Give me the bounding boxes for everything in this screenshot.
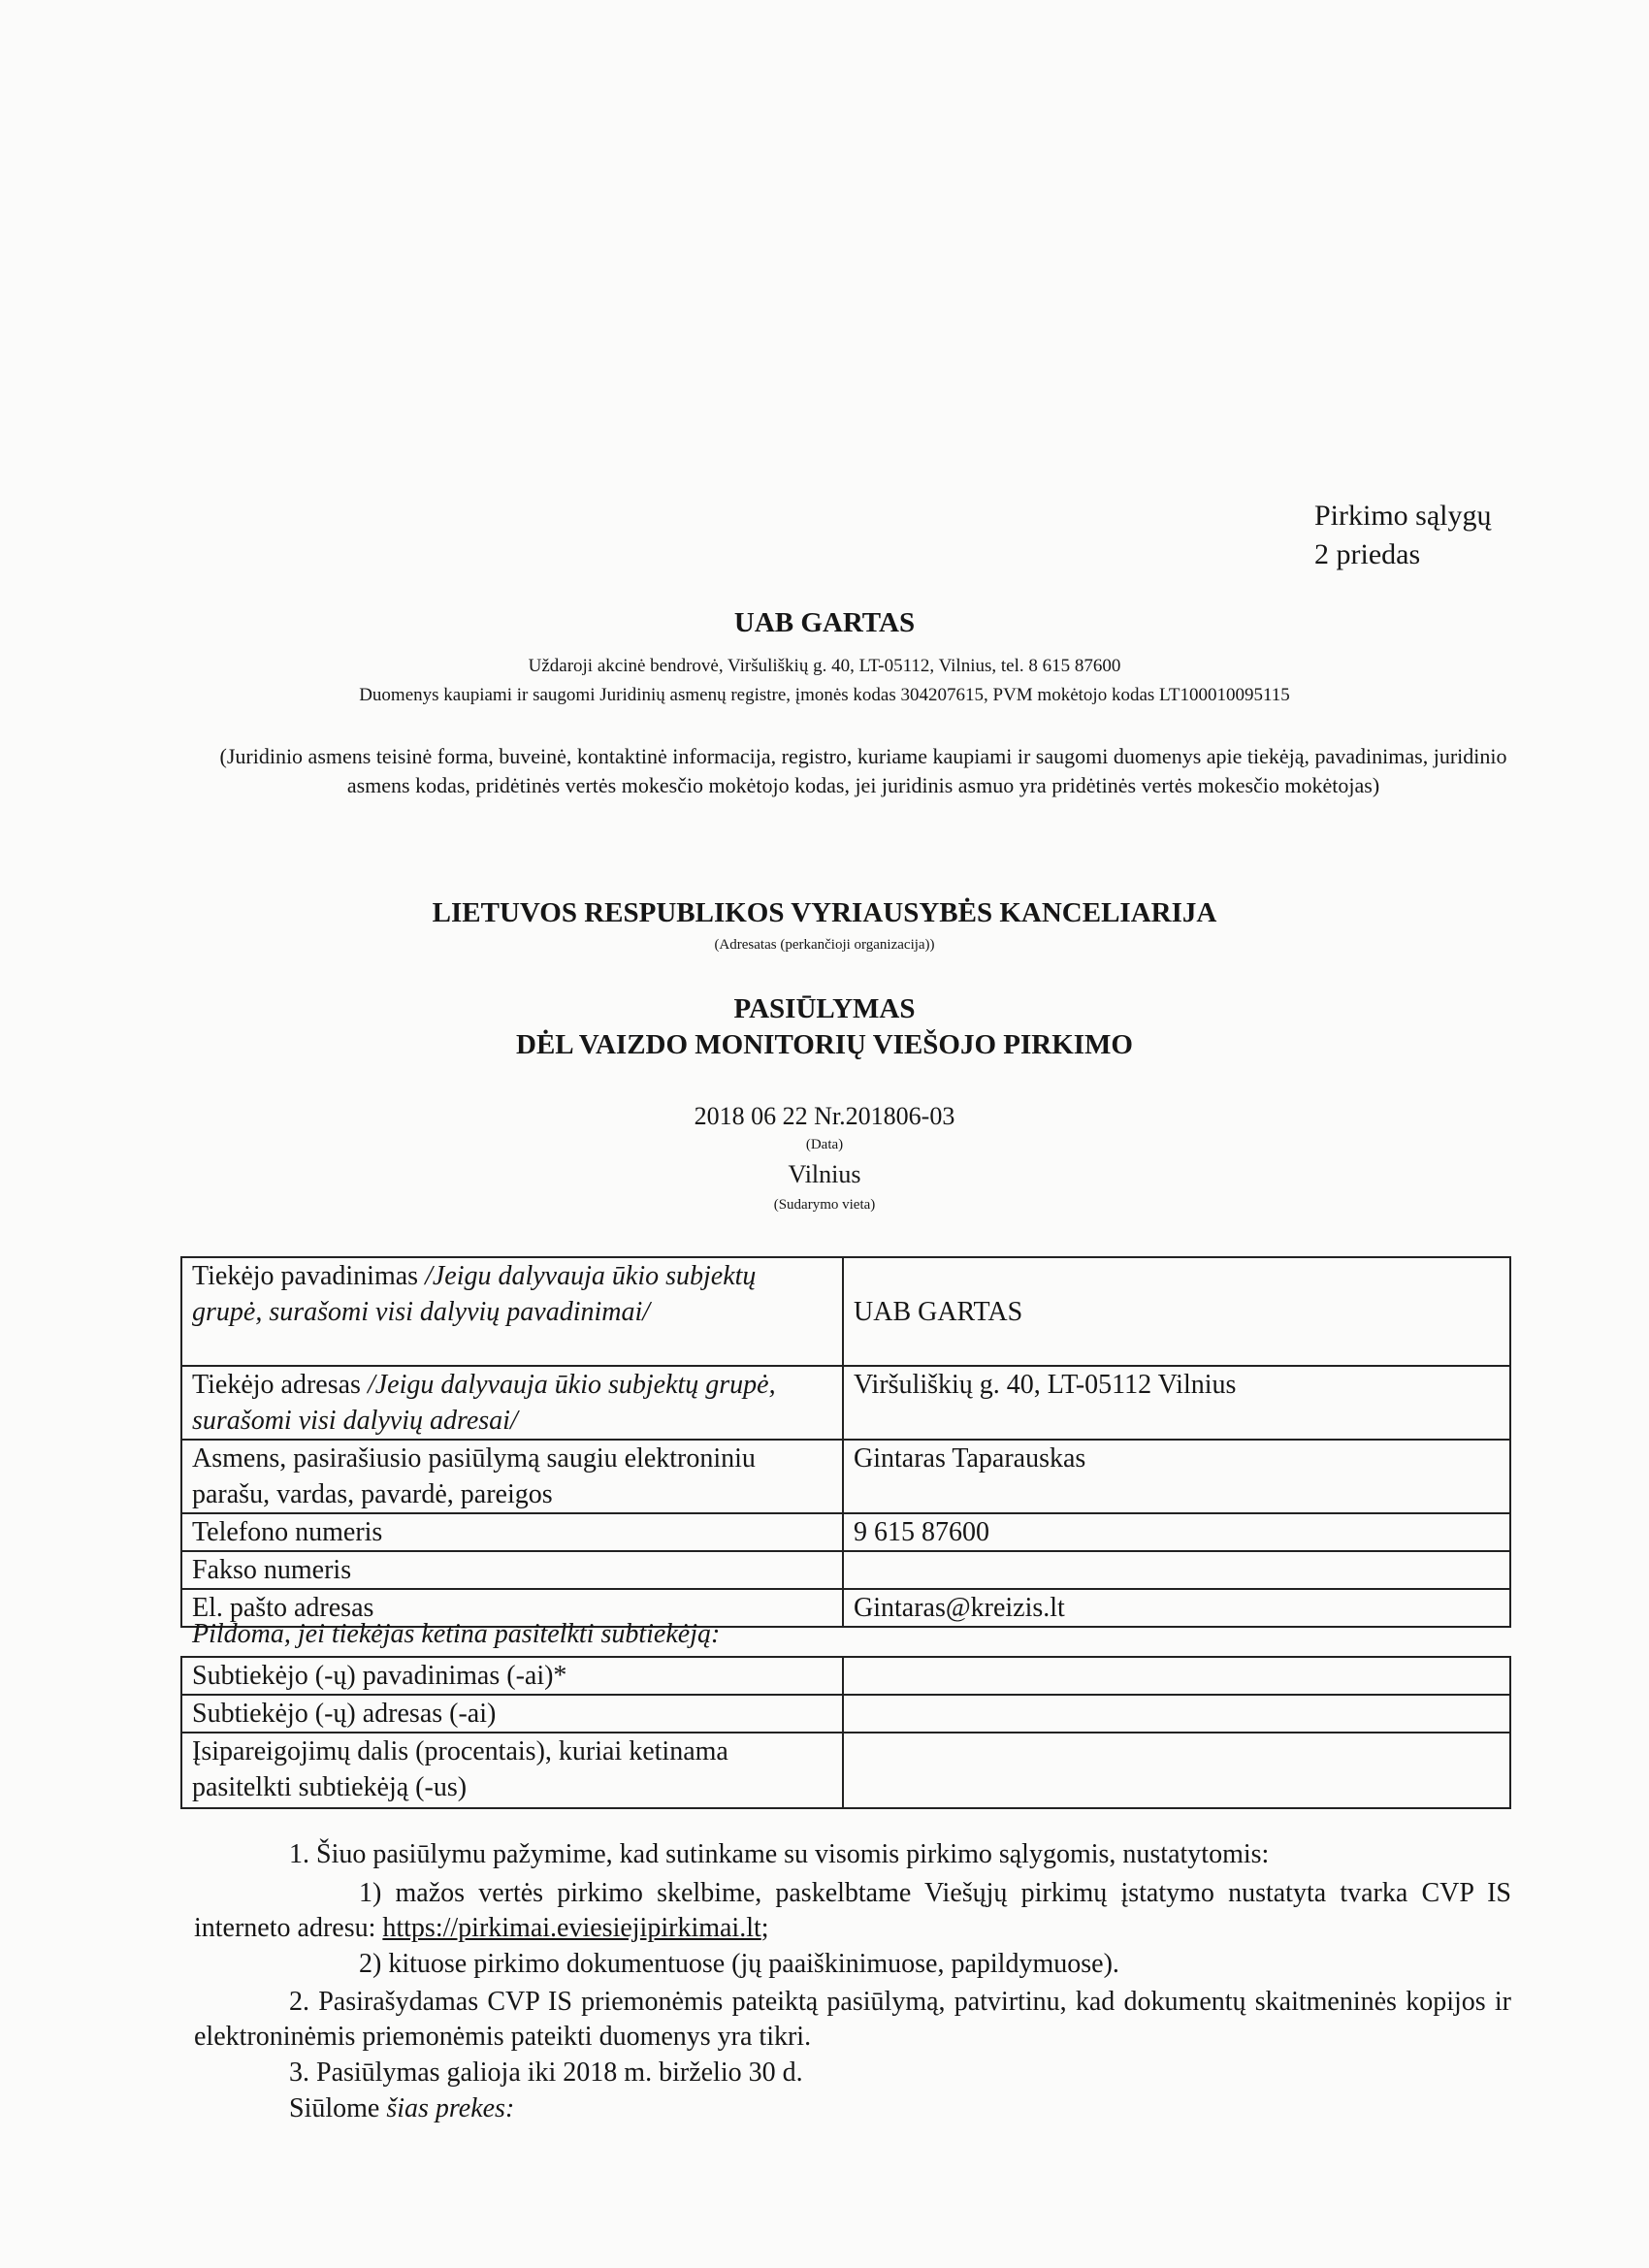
table-row: [181, 1733, 1510, 1808]
row-value: [843, 1551, 1510, 1589]
row-value: Gintaras@kreizis.lt: [843, 1589, 1510, 1627]
table-row: [181, 1257, 1510, 1366]
annex-line1: Pirkimo sąlygų: [1314, 500, 1492, 532]
row-label: Tiekėjo pavadinimas /Jeigu dalyvauja ūkio subjektų grupė, surašomi visi dalyvių pavadinimai/: [181, 1257, 843, 1366]
supplier-details-note: (Juridinio asmens teisinė forma, buveinė, kontaktinė informacija, registro, kuriame kaupiami ir saugomi duomenys apie tiekėją, pavadinimas, juridinio asmens kodas, pridėtinės vertės mokesčio mokėtojo kodas, jei juridinis asmuo yra pridėtinės vertės mokesčio mokėtojas): [219, 744, 1507, 797]
row-value: [843, 1695, 1510, 1733]
paragraph-4: Siūlome šias prekes:: [289, 2093, 515, 2123]
place-caption: (Sudarymo vieta): [773, 1197, 876, 1213]
supplier-info-table: [180, 1256, 1511, 1628]
document-place: Vilnius: [788, 1160, 861, 1188]
addressee-name: LIETUVOS RESPUBLIKOS VYRIAUSYBĖS KANCELIARIJA: [432, 897, 1217, 928]
row-value: Viršuliškių g. 40, LT-05112 Vilnius: [843, 1366, 1510, 1440]
paragraph-2: 2. Pasirašydamas CVP IS priemonėmis pateiktą pasiūlymą, patvirtinu, kad dokumentų skaitmeninės kopijos ir elektroninėmis priemonėmis pateikti duomenys yra tikri.: [194, 1987, 1511, 2052]
table-row: [181, 1657, 1510, 1695]
supplier-details-line2: Duomenys kaupiami ir saugomi Juridinių asmenų registre, įmonės kodas 304207615, PVM mokėtojo kodas LT100010095115: [359, 685, 1290, 705]
paragraph-3: 3. Pasiūlymas galioja iki 2018 m. birželio 30 d.: [289, 2057, 803, 2088]
annex-line2: 2 priedas: [1314, 538, 1421, 570]
row-value: 9 615 87600: [843, 1513, 1510, 1551]
annex-label: [1314, 497, 1492, 574]
paragraph-1: 1. Šiuo pasiūlymu pažymime, kad sutinkame su visomis pirkimo sąlygomis, nustatytomis:: [289, 1839, 1270, 1869]
table-row: [181, 1551, 1510, 1589]
row-value: [843, 1657, 1510, 1695]
cvp-is-link[interactable]: https://pirkimai.eviesiejipirkimai.lt: [382, 1913, 761, 1943]
document-title-line1: PASIŪLYMAS: [733, 993, 916, 1024]
row-label: Tiekėjo adresas /Jeigu dalyvauja ūkio subjektų grupė, surašomi visi dalyvių adresai/: [181, 1366, 843, 1440]
row-label: Asmens, pasirašiusio pasiūlymą saugiu elektroniniu parašu, vardas, pavardė, pareigos: [181, 1440, 843, 1513]
row-label: Subtiekėjo (-ų) adresas (-ai): [181, 1695, 843, 1733]
paragraph-1-item-2: 2) kituose pirkimo dokumentuose (jų paaiškinimuose, papildymuose).: [359, 1949, 1119, 1979]
addressee-caption: (Adresatas (perkančioji organizacija)): [714, 937, 935, 953]
subcontractor-note: Pildoma, jei tiekėjas ketina pasitelkti subtiekėją:: [192, 1619, 721, 1649]
date-caption: (Data): [805, 1137, 844, 1152]
supplier-name-heading: UAB GARTAS: [733, 607, 916, 638]
table-row: [181, 1513, 1510, 1551]
table-row: [181, 1695, 1510, 1733]
row-value: [843, 1733, 1510, 1808]
row-label: El. pašto adresas: [181, 1589, 843, 1627]
table-row: [181, 1440, 1510, 1513]
row-label: Įsipareigojimų dalis (procentais), kuriai ketinama pasitelkti subtiekėją (-us): [181, 1733, 843, 1808]
row-value: UAB GARTAS: [843, 1257, 1510, 1366]
table-row: [181, 1366, 1510, 1440]
row-label: Fakso numeris: [181, 1551, 843, 1589]
row-value: Gintaras Taparauskas: [843, 1440, 1510, 1513]
supplier-details-line1: Uždaroji akcinė bendrovė, Viršuliškių g. 40, LT-05112, Vilnius, tel. 8 615 87600: [528, 656, 1121, 676]
document-date: 2018 06 22 Nr.201806-03: [694, 1102, 955, 1130]
row-label: Subtiekėjo (-ų) pavadinimas (-ai)*: [181, 1657, 843, 1695]
row-label: Telefono numeris: [181, 1513, 843, 1551]
document-title-line2: DĖL VAIZDO MONITORIŲ VIEŠOJO PIRKIMO: [516, 1029, 1133, 1060]
subcontractor-table: [180, 1656, 1511, 1809]
paragraph-1-item-1: 1) mažos vertės pirkimo skelbime, paskelbtame Viešųjų pirkimų įstatymo nustatyta tvarka CVP IS interneto adresu: https://pirkimai.eviesiejipirkimai.lt;: [194, 1878, 1511, 1943]
